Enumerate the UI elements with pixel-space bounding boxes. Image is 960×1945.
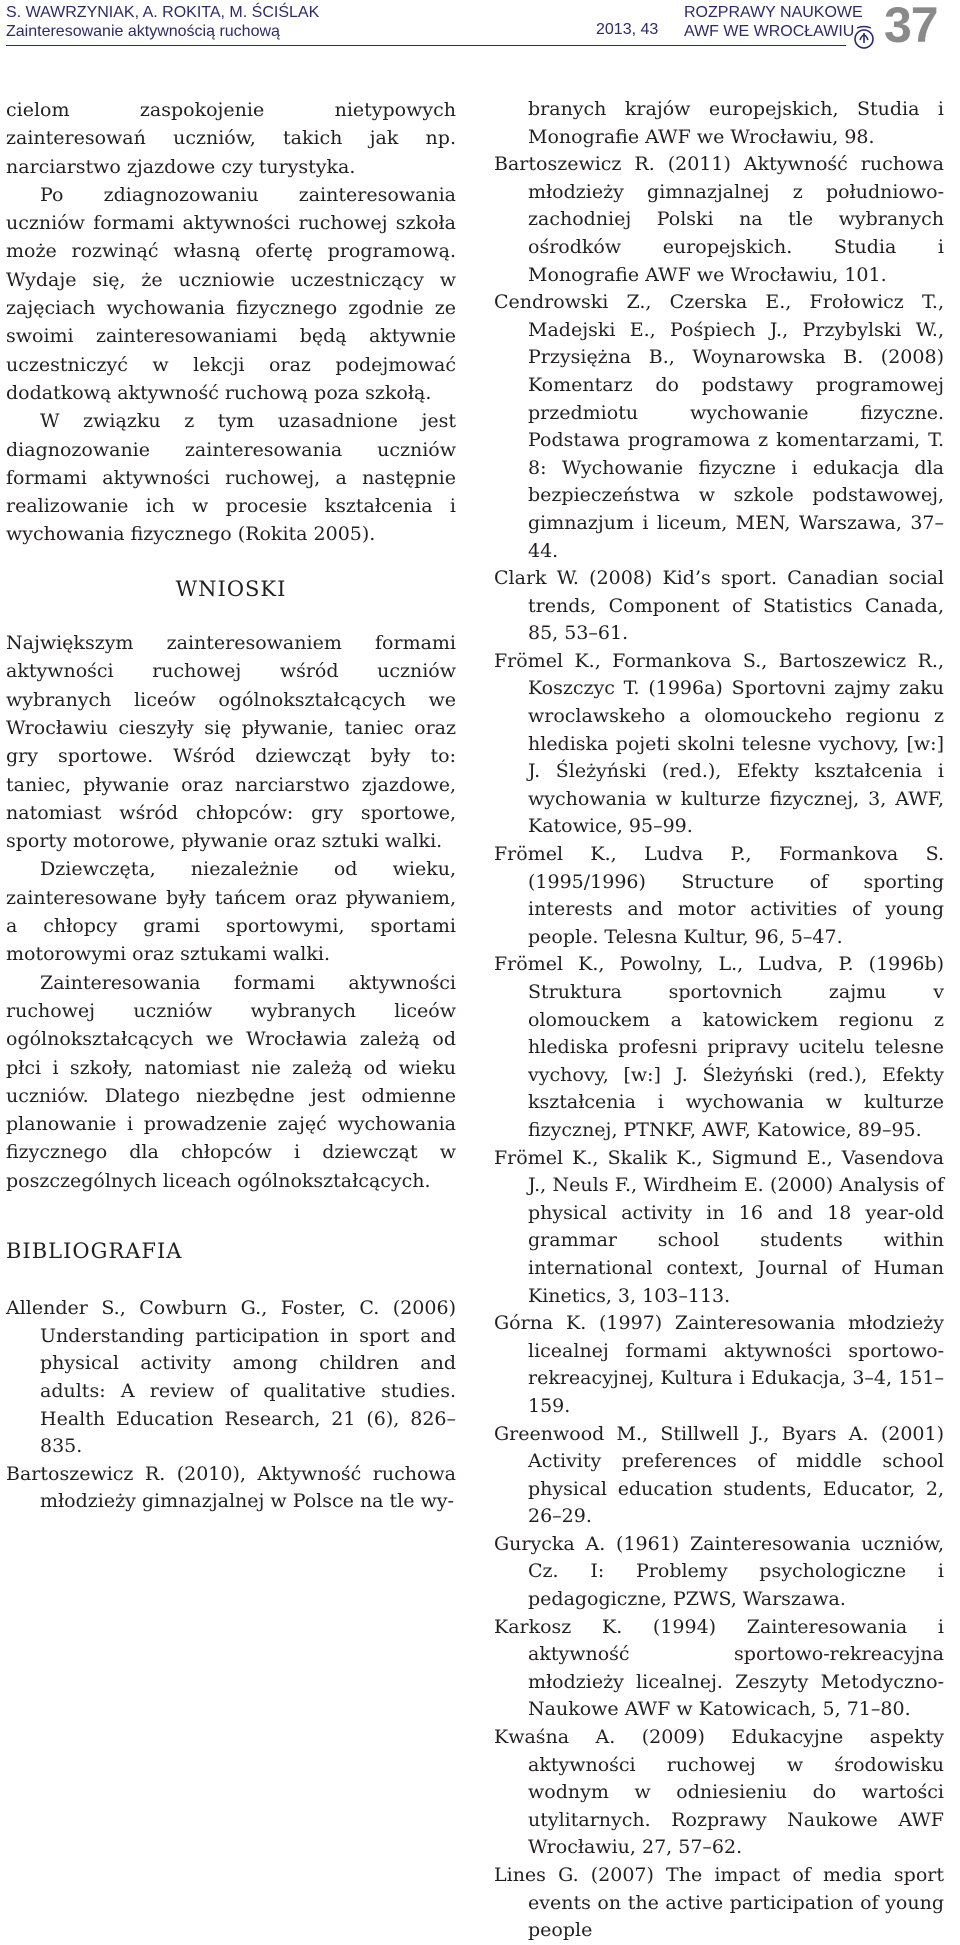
reference-item: Górna K. (1997) Zainteresowania młodzieży licealnej formami aktywności sportowo-rekreacyjnej, Kultura i Edukacja, 3–4, 151–159.	[494, 1312, 944, 1417]
reference-item: Gurycka A. (1961) Zainteresowania uczniów, Cz. I: Problemy psychologiczne i pedagogiczne, PZWS, Warszawa.	[494, 1532, 944, 1611]
reference-item: Frömel K., Skalik K., Sigmund E., Vasendova J., Neuls F., Wirdheim E. (2000) Analysis of physical activity in 16 and 18 year-old grammar school students within international context, Journal of Human Kinetics, 3, 103–113.	[494, 1146, 944, 1307]
reference-item: Kwaśna A. (2009) Edukacyjne aspekty aktywności ruchowej w środowisku wodnym w odniesieniu do wartości utylitarnych. Rozprawy Naukowe AWF Wrocławiu, 27, 57–62.	[494, 1726, 944, 1859]
left-column	[6, 96, 456, 1516]
conclusion-paragraph-2: Dziewczęta, niezależnie od wieku, zainteresowane były tańcem oraz pływaniem, a chłopcy grami sportowymi, sportami motorowymi oraz sztukami walki.	[6, 858, 456, 966]
header-year-issue: 2013, 43	[596, 21, 659, 38]
reference-item: Cendrowski Z., Czerska E., Frołowicz T., Madejski E., Pośpiech J., Przybylski W., Przysiężna B., Woynarowska B. (2008) Komentarz do podstawy programowej przedmiotu wychowanie fizyczne. Podstawa programowa z komentarzami, T. 8: Wychowanie fizyczne i edukacja dla bezpieczeństwa w szkole podstawowej, gimnazjum i liceum, MEN, Warszawa, 37–44.	[494, 291, 944, 562]
page-number: 37	[884, 0, 938, 53]
header-journal-line2: AWF WE WROCŁAWIU	[684, 23, 855, 40]
reference-item: Frömel K., Formankova S., Bartoszewicz R., Koszczyc T. (1996a) Sportovni zajmy zaku wroclawskeho a olomouckeho regionu z hlediska pojeti skolni telesne vychovy, [w:] J. Śleżyński (red.), Efekty kształcenia i wychowania w kulturze fizycznej, 3, AWF, Katowice, 95–99.	[494, 649, 944, 838]
reference-item: Greenwood M., Stillwell J., Byars A. (2001) Activity preferences of middle school physical education students, Educator, 2, 26–29.	[494, 1422, 944, 1528]
conclusion-paragraph-1: Największym zainteresowaniem formami aktywności ruchowej wśród uczniów wybranych liceów ogólnokształcących we Wrocławiu cieszyły się pływanie, taniec oraz gry sportowe. Wśród dziewcząt były to: taniec, pływanie oraz narciarstwo zjazdowe, natomiast wśród chłopców: gry sportowe, sporty motorowe, pływanie oraz sztuki walki.	[6, 632, 456, 853]
header-authors: S. WAWRZYNIAK, A. ROKITA, M. ŚCIŚLAK	[6, 4, 320, 21]
reference-continuation: branych krajów europejskich, Studia i Monografie AWF we Wrocławiu, 98.	[528, 98, 944, 148]
section-heading-wnioski: WNIOSKI	[175, 576, 287, 601]
header-journal-line1: ROZPRAWY NAUKOWE	[684, 4, 863, 21]
body-paragraph-1: cielom zaspokojenie nietypowych zainteresowań uczniów, takich jak np. narciarstwo zjazdowe czy turystyka.	[6, 99, 456, 178]
body-paragraph-3: W związku z tym uzasadnione jest diagnozowanie zainteresowania uczniów formami aktywności ruchowej, a następnie realizowanie ich w procesie kształcenia i wychowania fizycznego (Rokita 2005).	[6, 410, 456, 546]
reference-item: Clark W. (2008) Kid’s sport. Canadian social trends, Component of Statistics Canada, 85, 53–61.	[494, 567, 944, 645]
reference-item: Karkosz K. (1994) Zainteresowania i aktywność sportowo-rekreacyjna młodzieży licealnej. Zeszyty Metodyczno-Naukowe AWF w Katowicach, 5, 71–80.	[494, 1615, 944, 1721]
reference-item: Frömel K., Powolny, L., Ludva, P. (1996b) Struktura sportovnich zajmu v olomouckem a katowickem regionu z hlediska profesni pripravy ucitelu telesne vychovy, [w:] J. Śleżyński (red.), Efekty kształcenia i wychowania w kulturze fizycznej, PTNKF, AWF, Katowice, 89–95.	[494, 953, 944, 1141]
reference-item: Bartoszewicz R. (2010), Aktywność ruchowa młodzieży gimnazjalnej w Polsce na tle wy-	[6, 1462, 456, 1513]
reference-item: Frömel K., Ludva P., Formankova S. (1995/1996) Structure of sporting interests and motor activities of young people. Telesna Kultur, 96, 5–47.	[494, 843, 944, 948]
reference-item: Allender S., Cowburn G., Foster, C. (2006) Understanding participation in sport and physical activity among children and adults: A review of qualitative studies. Health Education Research, 21 (6), 826–835.	[6, 1297, 456, 1458]
header-running-title: Zainteresowanie aktywnością ruchową	[6, 23, 280, 40]
header-rule	[6, 45, 846, 46]
reference-item: Bartoszewicz R. (2011) Aktywność ruchowa młodzieży gimnazjalnej z południowo-zachodniej Polski na tle wybranych ośrodków europejskich. Studia i Monografie AWF we Wrocławiu, 101.	[494, 153, 944, 286]
right-column	[494, 96, 944, 1945]
section-heading-bibliografia: BIBLIOGRAFIA	[6, 1238, 183, 1263]
journal-logo-icon	[851, 24, 877, 50]
conclusion-paragraph-3: Zainteresowania formami aktywności ruchowej uczniów wybranych liceów ogólnokształcących we Wrocławia zależą od płci i szkoły, natomiast nie zależą od wieku uczniów. Dlatego niezbędne jest odmienne planowanie i prowadzenie zajęć wychowania fizycznego dla chłopców i dziewcząt w poszczególnych liceach ogólnokształcących.	[6, 971, 456, 1192]
reference-item: Lines G. (2007) The impact of media sport events on the active participation of young people	[494, 1864, 944, 1942]
header-journal	[684, 3, 863, 41]
body-paragraph-2: Po zdiagnozowaniu zainteresowania uczniów formami aktywności ruchowej szkoła może rozwinąć własną ofertę programową. Wydaje się, że uczniowie uczestniczący w zajęciach wychowania fizycznego zgodnie ze swoimi zainteresowaniami będą aktywnie uczestniczyć w lekcji oraz podejmować dodatkową aktywność ruchową poza szkołą.	[6, 183, 456, 404]
page-header	[0, 0, 960, 53]
header-left	[6, 3, 319, 41]
